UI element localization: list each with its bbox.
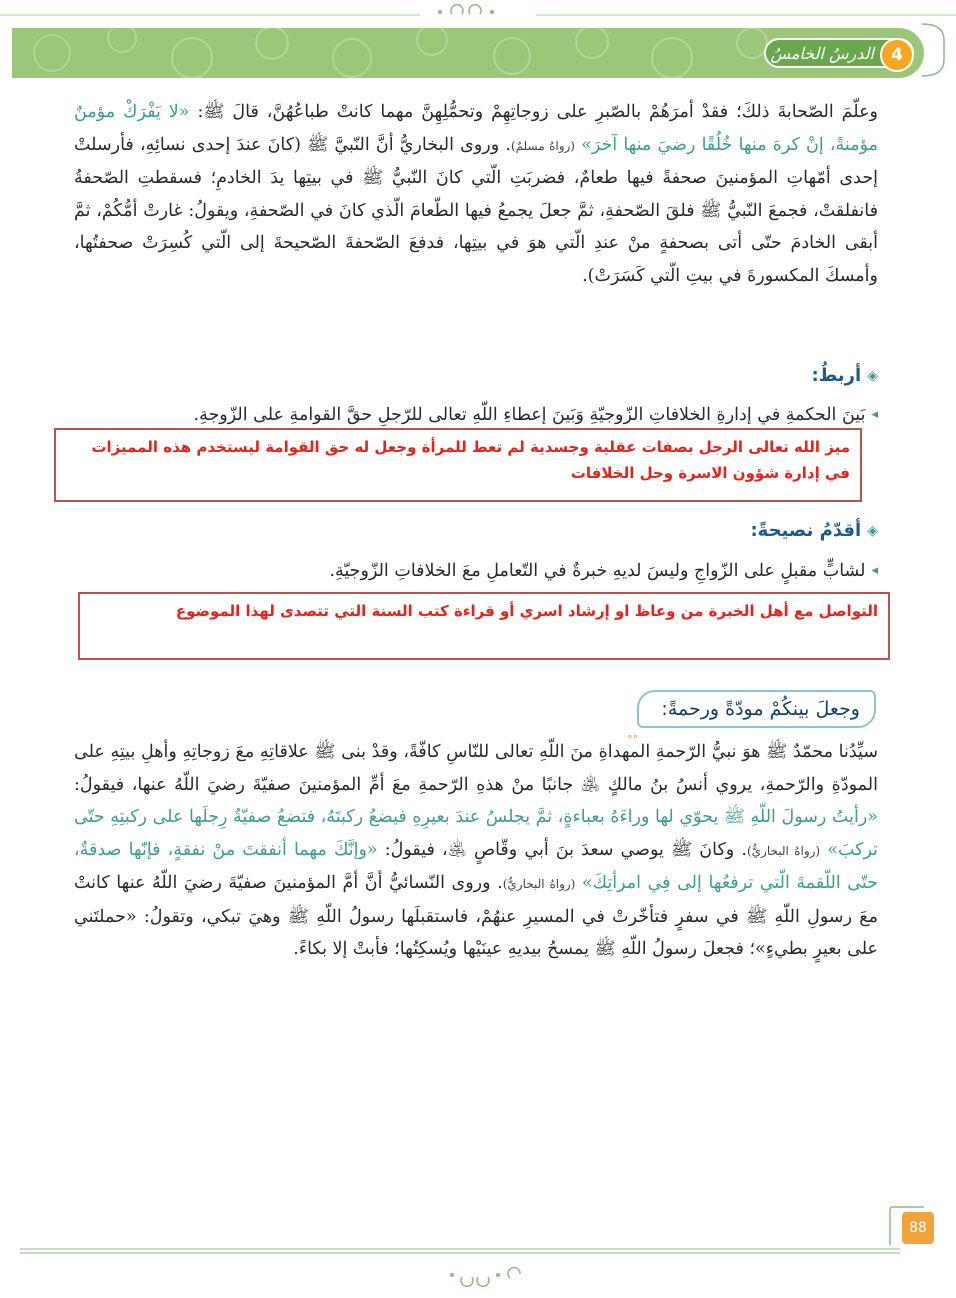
paragraph-intro — [74, 96, 878, 292]
hadith-reference: (رواهُ البخاريُّ) — [502, 877, 576, 891]
answer-box-link — [54, 428, 862, 502]
diamond-icon: ◈ — [867, 367, 878, 384]
bottom-ornament — [400, 1260, 560, 1290]
dots-decoration: ∘∘ — [627, 730, 638, 743]
section-heading-link — [811, 365, 878, 386]
subtitle-text: وجعلَ بينكُمْ مودّةً ورحمةً: — [661, 698, 860, 720]
lesson-number-badge: 4 — [880, 38, 914, 72]
link-question — [74, 401, 878, 429]
section-subtitle — [637, 690, 876, 728]
bullet-arrow-icon: ◂ — [871, 563, 878, 578]
footer-line — [20, 1248, 900, 1254]
section-title: أقدّمُ نصيحةً: — [750, 520, 862, 541]
hadith-reference: (رواهُ مسلمٌ) — [510, 138, 575, 153]
answer-text: ميز الله تعالى الرجل بصفات عقلية وجسدية لم تعط للمرأة وجعل له حق القوامة ليستخدم هذه المميزات في إدارة شؤون الاسرة وحل الخلافات — [91, 438, 850, 482]
hadith-reference: (رواهُ البخاريُّ) — [746, 843, 821, 858]
question-text: بَينَ الحكمةِ في إدارةِ الخلافاتِ الزّوجيّةِ وَبَينَ إعطاءِ اللّهِ تعالى للرّجلِ حقَّ القوامةِ على الزّوجةِ. — [193, 405, 866, 425]
answer-box-advice — [78, 592, 890, 660]
hadith-quote: «وإنَّكَ مهما أنفقتَ منْ نفقةٍ، فإنّها صدقةٌ، حتّى اللّقمةَ الّتي ترفعُها إلى فِي امرأتِكَ» — [74, 839, 878, 893]
subtitle-wrap — [576, 688, 876, 728]
bullet-arrow-icon: ◂ — [871, 407, 878, 422]
paragraph-text: وعلّمَ الصّحابةَ ذلكَ؛ فقدْ أمرَهُمْ بالصّبرِ على زوجاتِهِمْ وتحمُّلِهِنَّ مهما كانتْ طباعُهُنَّ، قالَ ﷺ: — [189, 102, 878, 122]
paragraph-mercy — [74, 736, 878, 966]
hadith-quote: «لا يَفْرَكْ مؤمنٌ مؤمنةً، إنْ كرهَ منها خُلُقًا رضيَ منها آخرَ» — [74, 102, 878, 155]
section-heading-advice — [750, 520, 878, 541]
section-title: أربطُ: — [811, 365, 862, 386]
diamond-icon: ◈ — [867, 522, 878, 539]
top-ornament — [0, 0, 956, 30]
paragraph-text: سيِّدُنا محمّدٌ ﷺ هوَ نبيُّ الرّحمةِ المهداةِ منَ اللّهِ تعالى للنّاسِ كافّةً، وقدْ بنى ﷺ علاقاتِهِ معَ زوجاتِهِ وأهلِ بيتِهِ على المودّةِ والرّحمةِ، يروي أنسُ بنُ مالكٍ ﵁ جانبًا منْ هذهِ الرّحمةِ معَ أمِّ المؤمنينَ صفيّةَ رضيَ اللّهُ عنها، فيقولُ: — [74, 742, 878, 795]
lesson-title: الدرسُ الخامسُ — [770, 43, 874, 63]
paragraph-text: . وروى النّسائيُّ أنَّ أمَّ المؤمنينَ صفيّةَ رضيَ اللّهُ عنها كانتْ معَ رسولِ اللّهِ ﷺ في سفرٍ فتأخّرتْ في المسيرِ عنهُمْ، فاستقبلَها رسولُ اللّهِ ﷺ وهيَ تبكي، وتقولُ: «حملتَني على بعيرٍ بطيءٍ»؛ فجعلَ رسولُ اللّهِ ﷺ يمسحُ بيديهِ عينَيْها ويُسكِتُها؛ فأبتْ إلا بكاءً. — [74, 873, 878, 959]
lesson-title-pill — [764, 38, 914, 68]
page-number: 88 — [902, 1212, 934, 1244]
advice-question — [74, 557, 878, 585]
paragraph-text: . وكانَ ﷺ يوصي سعدَ بنَ أبي وقّاصٍ ﵁، فيقولُ: — [377, 839, 747, 860]
paragraph-text: . وروى البخاريُّ أنَّ النّبيَّ ﷺ (كانَ عندَ إحدى نسائِهِ، فأرسلتْ إحدى أمّهاتِ المؤمنينَ صحفةً فيها طعامٌ، فضربَتِ الّتي كانَ النّبيُّ ﷺ في بيتِها يدَ الخادمِ؛ فسقطتِ الصّحفةُ فانفلقتْ، فجمعَ النّبيُّ ﷺ فلقَ الصّحفةِ، ثمَّ جعلَ يجمعُ فيها الطّعامَ الّذي كانَ في الصّحفةِ، ويقولُ: غارتْ أمُّكُمْ، ثمَّ أبقى الخادمَ حتّى أتى بصحفةٍ منْ عندِ الّتي هوَ في بيتِها، فدفعَ الصّحفةَ الصّحيحةَ إلى الّتي كُسِرَتْ صحفتُها، وأمسكَ المكسورةَ في بيتِ الّتي كَسَرَتْ). — [74, 134, 878, 286]
answer-text: التواصل مع أهل الخبرة من وعاظ او إرشاد اسري أو قراءة كتب السنة التي تتصدى لهذا الموضوع — [175, 602, 878, 620]
question-text: لشابٍّ مقبلٍ على الزّواجِ وليسَ لديهِ خبرةٌ في التّعاملِ معَ الخلافاتِ الزّوجيّةِ. — [329, 561, 866, 581]
side-bracket-decoration — [918, 20, 950, 80]
hadith-quote: «رأيتُ رسولَ اللّهِ ﷺ يحوّي لها وراءَهُ بعباءةٍ، ثمَّ يجلسُ عندَ بعيرِهِ فيضعُ ركبتَهُ، فتضعُ صفيّةُ رِجلَها على ركبتِهِ حتّى تركبَ» — [74, 807, 878, 860]
